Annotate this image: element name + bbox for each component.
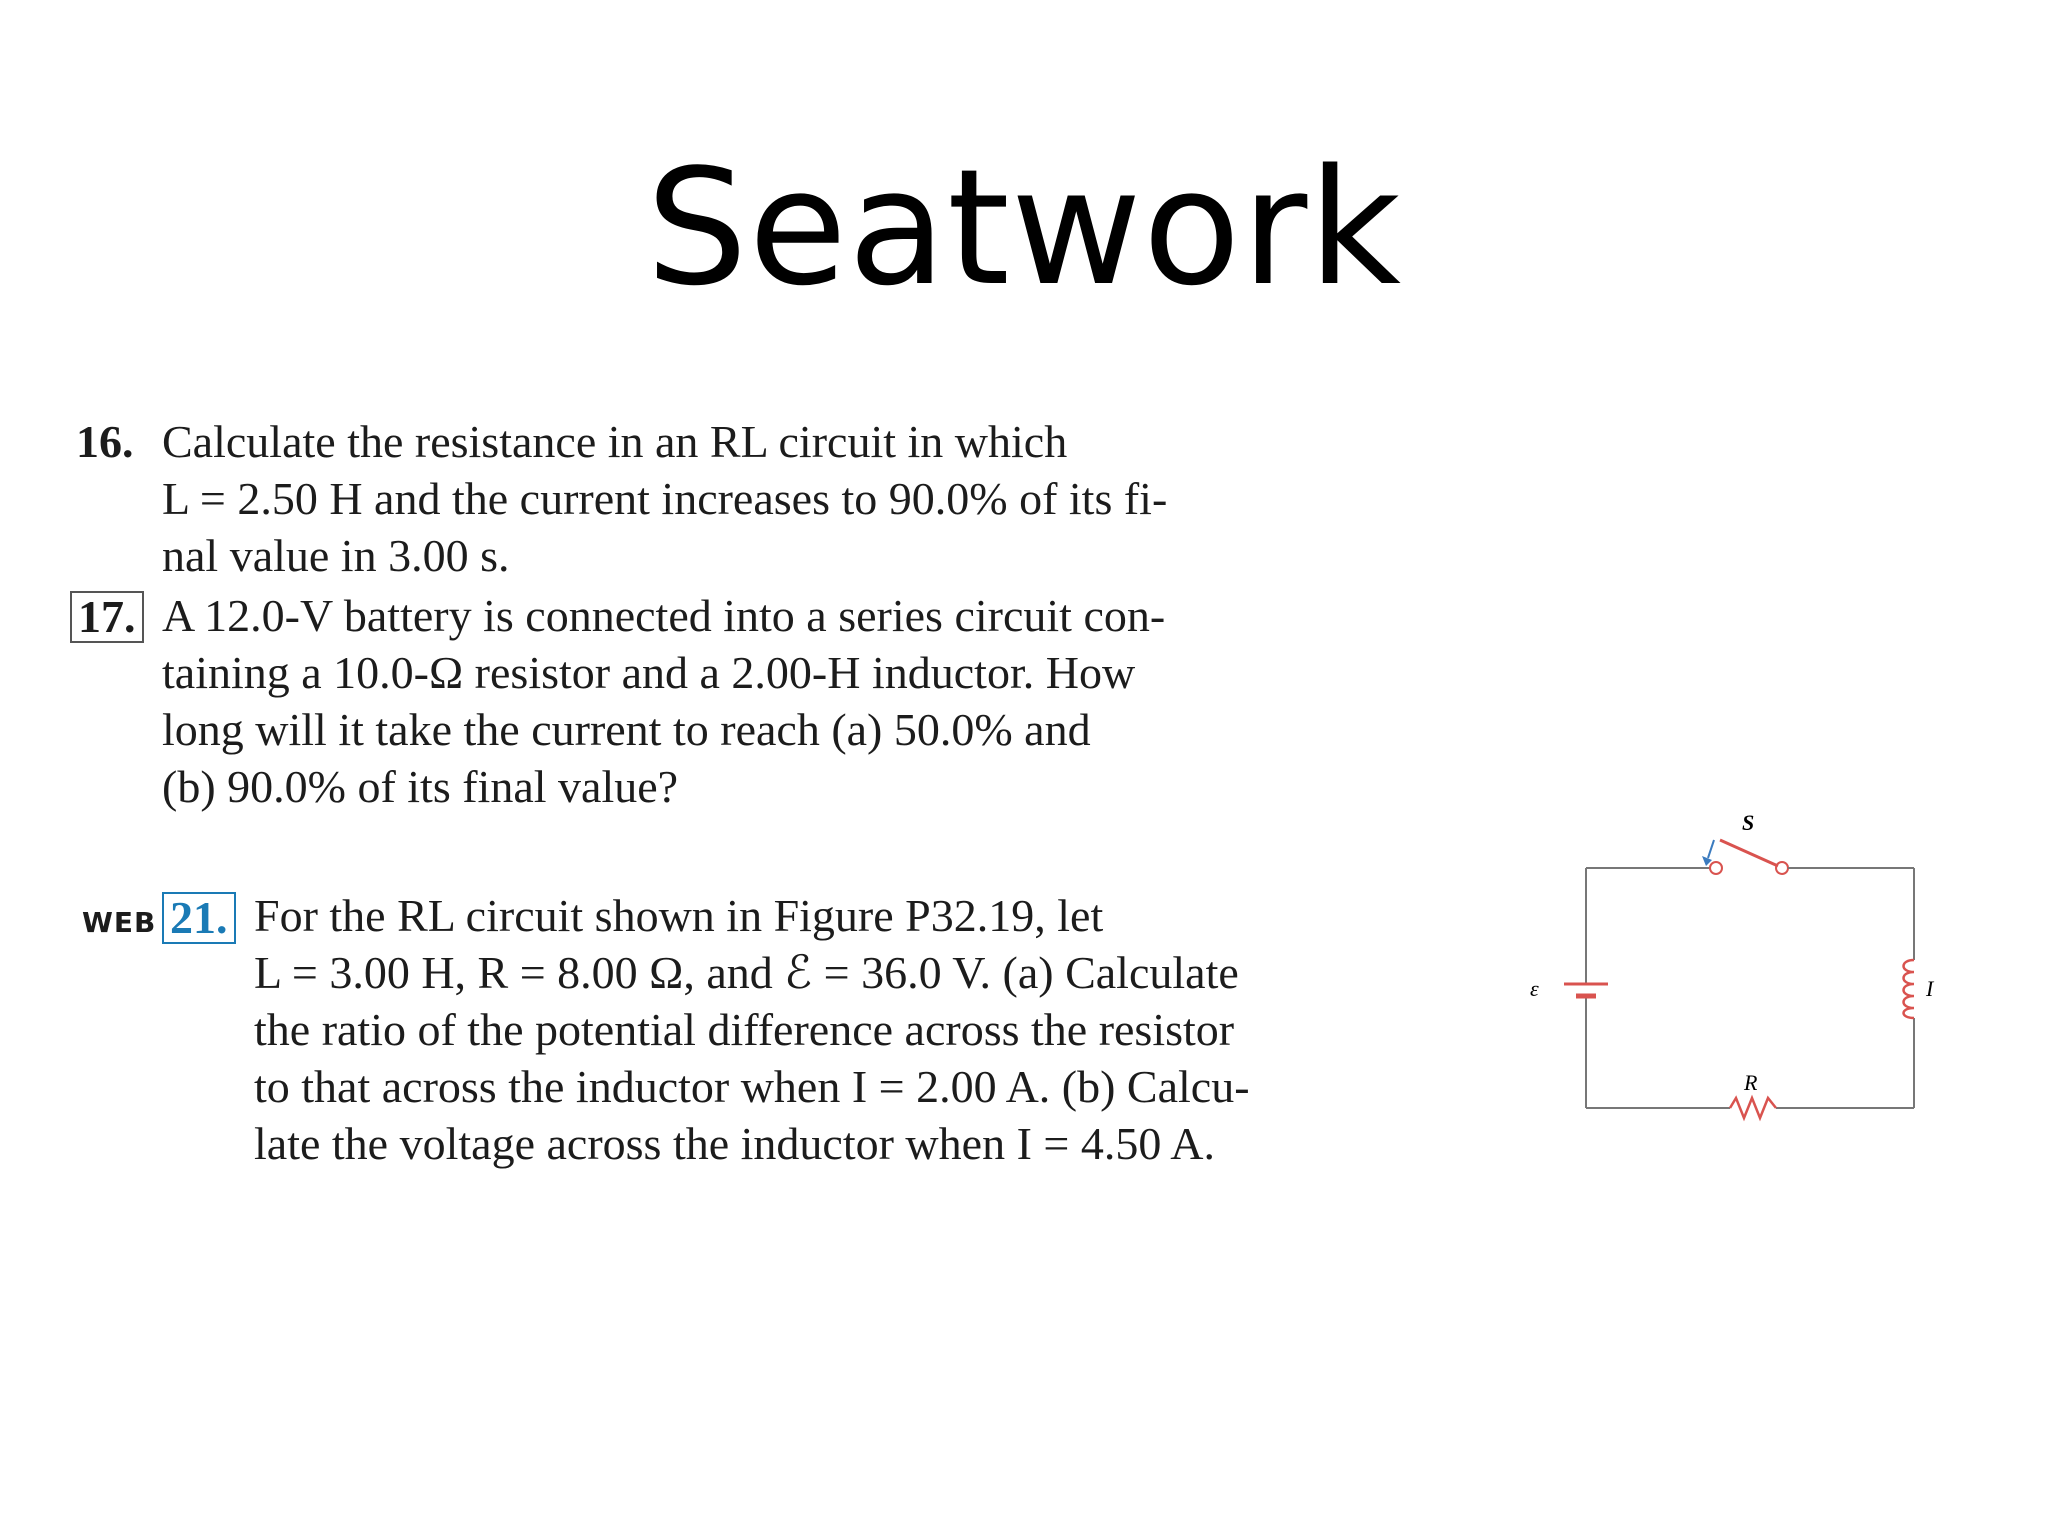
switch-blade	[1720, 840, 1778, 866]
problem-17-text	[162, 587, 1165, 815]
problem-21-text	[254, 887, 1250, 1172]
switch-label: S	[1742, 810, 1755, 835]
problem-17-line-2: taining a 10.0-Ω resistor and a 2.00-H inductor. How	[162, 647, 1136, 698]
problem-21-line-2: L = 3.00 H, R = 8.00 Ω, and ℰ = 36.0 V. (a) Calculate	[254, 947, 1239, 998]
problem-17-number: 17.	[70, 591, 144, 643]
problem-16-number: 16.	[76, 416, 134, 467]
problem-16-line-3: nal value in 3.00 s.	[162, 530, 510, 581]
problem-21-line-4: to that across the inductor when I = 2.00 A. (b) Calcu-	[254, 1061, 1250, 1112]
problem-17-line-4: (b) 90.0% of its final value?	[162, 761, 679, 812]
switch-contact-left	[1710, 862, 1722, 874]
emf-label: ε	[1530, 976, 1539, 1001]
current-label: I	[1926, 976, 1934, 1001]
switch-contact-right	[1776, 862, 1788, 874]
inductor-coil	[1904, 960, 1915, 1018]
problem-21-line-5: late the voltage across the inductor when I = 4.50 A.	[254, 1118, 1216, 1169]
problem-21-line-3: the ratio of the potential difference across the resistor	[254, 1004, 1235, 1055]
problem-21-web-tag: WEB	[82, 906, 157, 939]
resistor-zigzag	[1730, 1098, 1776, 1118]
problem-16-text	[162, 413, 1167, 584]
rl-circuit-diagram	[1530, 800, 1950, 1140]
problem-16-line-1: Calculate the resistance in an RL circuit in which	[162, 416, 1068, 467]
switch-arrow-shaft	[1708, 840, 1714, 858]
problem-21-line-1: For the RL circuit shown in Figure P32.19, let	[254, 890, 1104, 941]
problem-21-number: 21.	[162, 892, 236, 944]
resistor-label: R	[1744, 1070, 1758, 1095]
slide-title: Seatwork	[646, 134, 1402, 321]
problem-16-line-2: L = 2.50 H and the current increases to 90.0% of its fi-	[162, 473, 1168, 524]
problem-17-line-1: A 12.0-V battery is connected into a series circuit con-	[162, 590, 1166, 641]
problem-17-line-3: long will it take the current to reach (a) 50.0% and	[162, 704, 1091, 755]
